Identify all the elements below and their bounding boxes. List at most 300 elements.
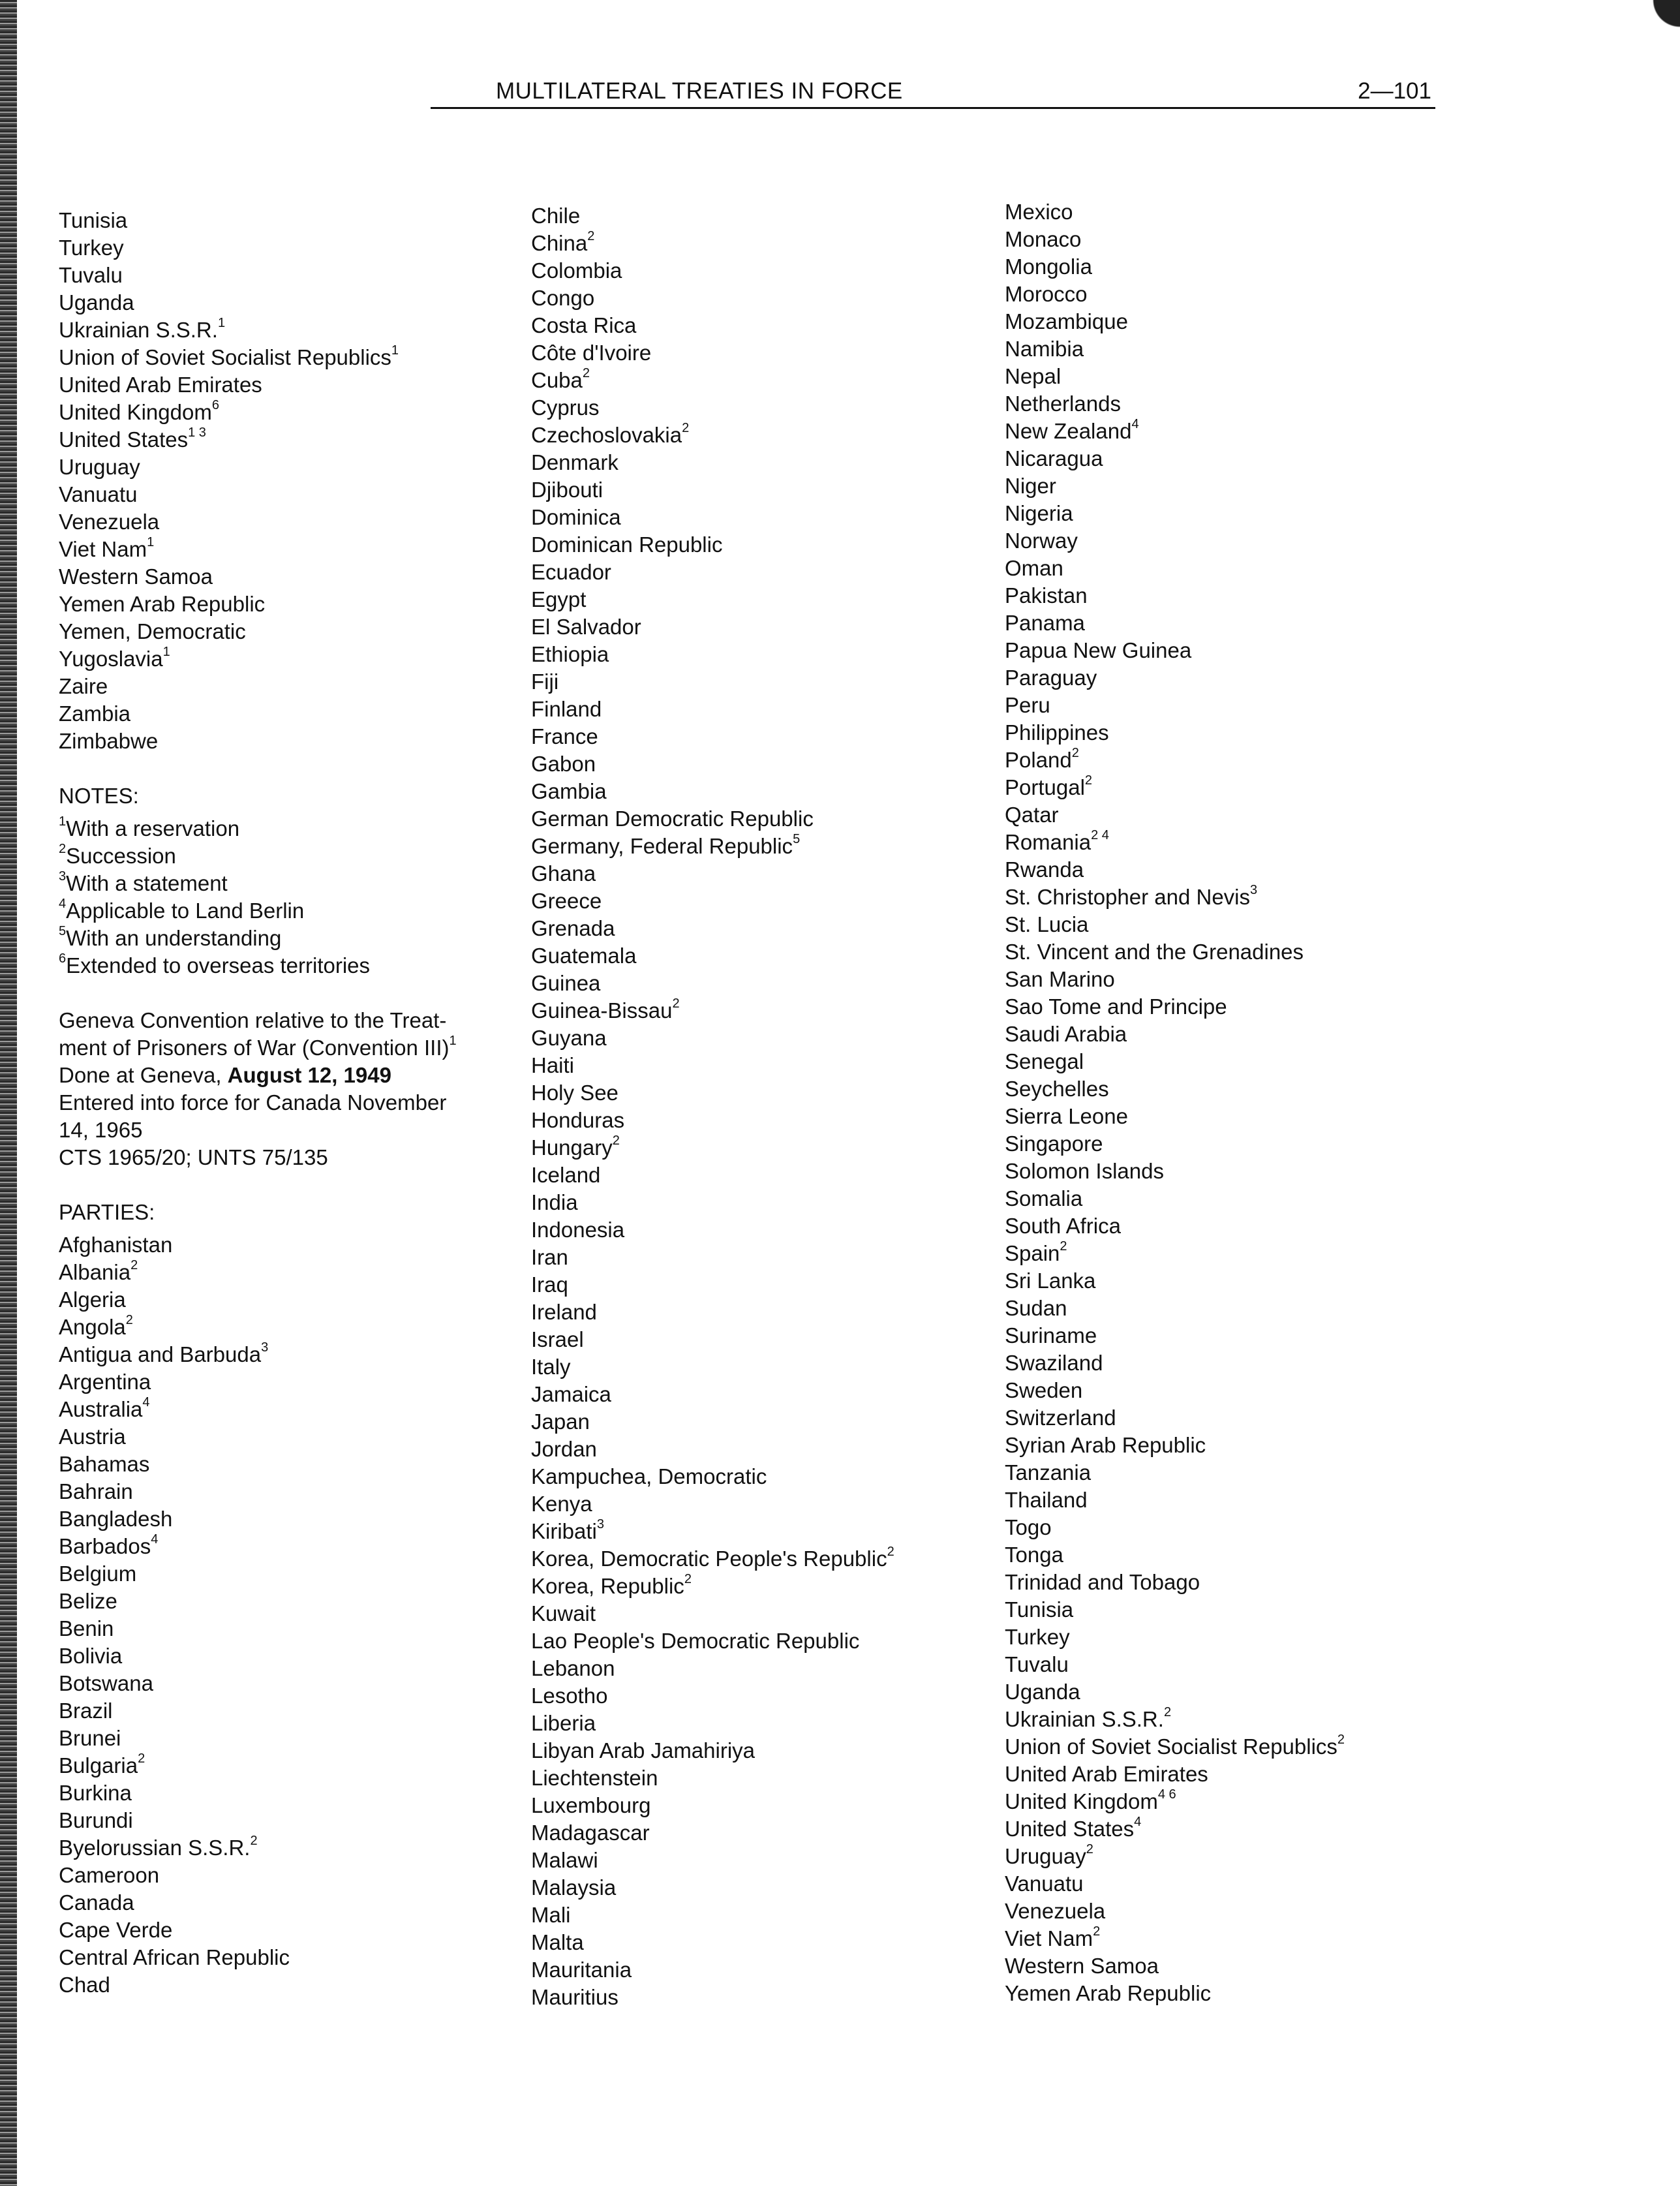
country-name: Viet Nam [1005,1926,1093,1950]
country-name: Iceland [531,1163,601,1187]
footnote-marker: 2 [1060,1239,1067,1254]
page-header [431,78,1435,109]
country-name: New Zealand [1005,419,1132,443]
list-item [59,1889,457,1917]
list-item [59,1615,457,1642]
country-name: Panama [1005,611,1085,635]
list-item [1005,1651,1345,1678]
list-item [1005,1185,1345,1212]
list-item [531,1819,894,1847]
list-item [531,1079,894,1107]
country-name: Portugal [1005,775,1085,799]
country-name: Viet Nam [59,537,147,561]
country-name: Botswana [59,1671,153,1695]
country-name: Italy [531,1355,571,1379]
list-item [1005,308,1345,335]
list-item [1005,281,1345,308]
list-item [59,1341,457,1368]
country-name: Uganda [59,290,134,315]
list-item [59,344,457,371]
footnote-marker: 2 [682,421,690,435]
country-name: Bahrain [59,1479,133,1503]
treaty-citation: CTS 1965/20; UNTS 75/135 [59,1145,328,1169]
country-name: Togo [1005,1515,1052,1539]
country-name: Cyprus [531,395,600,420]
footnote-marker: 2 [612,1133,620,1148]
country-name: United Arab Emirates [59,373,262,397]
country-name: Byelorussian S.S.R. [59,1836,251,1860]
footnote-marker: 2 [125,1313,133,1327]
list-item [59,481,457,508]
list-item [1005,1432,1345,1459]
country-name: Guyana [531,1026,607,1050]
list-item [1005,966,1345,993]
list-item [1005,1103,1345,1130]
list-item [531,1326,894,1353]
footnote-marker: 4 [1134,1815,1142,1829]
footnote-marker: 2 [1084,773,1093,788]
list-item [531,1463,894,1490]
country-name: South Africa [1005,1214,1121,1238]
list-item [1005,582,1345,609]
country-name: Korea, Democratic People's Republic [531,1547,887,1571]
footnote-marker: 6 [211,398,219,412]
country-name: Saudi Arabia [1005,1022,1127,1046]
country-name: Angola [59,1315,126,1339]
country-list-prior-treaty [59,207,457,755]
country-name: Norway [1005,529,1078,553]
note-item [59,952,457,979]
country-name: Papua New Guinea [1005,638,1192,662]
list-item [1005,1404,1345,1432]
footnote-marker: 4 [1131,417,1139,431]
list-item [531,833,894,860]
country-name: Tanzania [1005,1460,1092,1485]
country-name: Sweden [1005,1378,1083,1402]
country-name: Dominica [531,505,621,529]
country-name: Niger [1005,474,1056,498]
country-name: Iraq [531,1272,568,1297]
country-name: Bulgaria [59,1753,138,1778]
list-item [59,1670,457,1697]
list-item [1005,1870,1345,1898]
footnote-marker: 1 [391,343,399,358]
country-name: Kiribati [531,1519,597,1543]
note-text: With a reservation [66,816,240,840]
country-name: Yemen, Democratic [59,619,246,643]
country-name: China [531,231,588,255]
country-name: Honduras [531,1108,625,1132]
country-name: Afghanistan [59,1233,173,1257]
list-item [531,257,894,285]
country-name: Poland [1005,748,1072,772]
list-item [59,1917,457,1944]
country-name: Belize [59,1589,117,1613]
list-item [531,696,894,723]
list-item [59,316,457,344]
country-name: Guatemala [531,944,637,968]
list-item [531,1490,894,1518]
country-name: Pakistan [1005,583,1088,608]
country-name: Bolivia [59,1644,123,1668]
country-name: Cameroon [59,1863,160,1887]
note-item [59,815,457,842]
list-item [1005,1624,1345,1651]
country-name: United Arab Emirates [1005,1762,1208,1786]
country-name: Luxembourg [531,1793,651,1817]
country-name: Australia [59,1397,143,1421]
list-item [531,230,894,257]
country-name: Madagascar [531,1821,650,1845]
list-item [1005,527,1345,555]
country-name: Hungary [531,1135,613,1160]
country-name: Finland [531,697,602,721]
footnote-marker: 2 [1337,1732,1345,1747]
treaty-title-footnote: 1 [449,1034,457,1048]
list-item [59,618,457,645]
parties-heading: PARTIES: [59,1200,155,1224]
country-name: Seychelles [1005,1077,1109,1101]
footnote-marker: 3 [1250,883,1258,897]
country-name: Liberia [531,1711,596,1735]
country-name: Sudan [1005,1296,1067,1320]
country-name: Sierra Leone [1005,1104,1128,1128]
country-name: Israel [531,1327,584,1351]
country-name: Brunei [59,1726,121,1750]
country-name: Canada [59,1890,134,1915]
list-item [531,1408,894,1436]
country-name: Kampuchea, Democratic [531,1464,767,1488]
list-item [531,1984,894,2011]
country-name: Tuvalu [1005,1652,1069,1676]
country-name: Lebanon [531,1656,615,1680]
list-item [531,504,894,531]
list-item [531,1244,894,1271]
country-name: Venezuela [1005,1899,1106,1923]
country-name: Tonga [1005,1543,1063,1567]
list-item [1005,198,1345,226]
list-item [59,207,457,234]
country-name: United Kingdom [1005,1789,1158,1813]
country-name: Cuba [531,368,583,392]
list-item [59,536,457,563]
country-name: Monaco [1005,227,1082,251]
list-item [1005,335,1345,363]
list-item [1005,1048,1345,1075]
country-name: Fiji [531,670,559,694]
list-item [1005,500,1345,527]
country-name: Yemen Arab Republic [1005,1981,1212,2005]
country-name: Cape Verde [59,1918,173,1942]
country-name: Senegal [1005,1049,1084,1073]
country-name: Vanuatu [1005,1871,1084,1896]
list-item [531,202,894,230]
country-name: Philippines [1005,720,1109,745]
list-item [1005,1843,1345,1870]
list-item [531,942,894,970]
country-name: Malaysia [531,1875,617,1900]
list-item [531,1929,894,1956]
country-name: Denmark [531,450,619,474]
note-text: Succession [66,844,176,868]
country-name: Central African Republic [59,1945,290,1969]
footnote-marker: 4 [151,1532,159,1547]
list-item [1005,1925,1345,1952]
list-item [531,723,894,750]
list-item [531,1436,894,1463]
list-item [59,1944,457,1971]
list-item [59,1368,457,1396]
list-item [1005,1267,1345,1295]
note-text: With a statement [66,871,228,895]
country-name: St. Christopher and Nevis [1005,885,1251,909]
country-name: Syrian Arab Republic [1005,1433,1206,1457]
footnote-marker: 1 [217,316,226,330]
country-name: United States [59,427,189,452]
country-name: Jordan [531,1437,597,1461]
list-item [1005,609,1345,637]
list-item [59,728,457,755]
footnote-marker: 1 [147,535,155,549]
footnote-marker: 2 [887,1545,894,1559]
country-name: Sri Lanka [1005,1269,1096,1293]
country-name: Lao People's Democratic Republic [531,1629,860,1653]
list-item [1005,774,1345,801]
country-name: Japan [531,1409,590,1434]
note-number: 3 [59,869,67,884]
footnote-marker: 5 [793,832,801,846]
parties-list-column-3 [1005,198,1345,2007]
country-name: Venezuela [59,510,160,534]
list-item [1005,664,1345,692]
list-item [531,1847,894,1874]
scan-corner-shadow [1641,0,1680,39]
list-item [59,508,457,536]
country-name: Costa Rica [531,313,637,337]
country-name: Uganda [1005,1680,1080,1704]
list-item [59,426,457,454]
list-item [59,673,457,700]
treaty-entered-line-1: Entered into force for Canada November [59,1090,447,1115]
list-item [1005,1678,1345,1706]
list-item [59,1451,457,1478]
list-item [1005,418,1345,445]
list-item [1005,1788,1345,1815]
list-item [1005,1322,1345,1349]
country-name: Netherlands [1005,392,1121,416]
list-item [531,285,894,312]
country-name: Côte d'Ivoire [531,341,652,365]
list-item [59,1286,457,1314]
spacer [59,979,457,1007]
note-number: 1 [59,814,67,829]
footnote-marker: 1 3 [188,425,206,440]
list-item [59,1971,457,1999]
country-name: Colombia [531,258,622,283]
country-name: Nicaragua [1005,446,1103,470]
country-name: Libyan Arab Jamahiriya [531,1738,756,1763]
country-name: Union of Soviet Socialist Republics [59,345,391,369]
list-item [1005,1596,1345,1624]
footnote-marker: 2 4 [1091,828,1109,842]
list-item [531,1189,894,1216]
list-item [1005,1240,1345,1267]
country-name: Nigeria [1005,501,1073,525]
list-item [531,1052,894,1079]
list-item [1005,1021,1345,1048]
list-item [59,591,457,618]
list-item [59,262,457,289]
country-name: Union of Soviet Socialist Republics [1005,1734,1337,1759]
list-item [59,1396,457,1423]
country-name: Mauritania [531,1958,632,1982]
country-name: Tuvalu [59,263,123,287]
list-item [531,641,894,668]
list-item [531,1874,894,1901]
list-item [1005,445,1345,472]
country-name: St. Lucia [1005,912,1089,936]
list-item [1005,1212,1345,1240]
country-name: Oman [1005,556,1063,580]
list-item [1005,1541,1345,1569]
footnote-marker: 2 [684,1572,692,1586]
note-number: 6 [59,951,67,966]
note-number: 5 [59,924,67,938]
footnote-marker: 2 [250,1834,258,1848]
country-name: Ukrainian S.S.R. [1005,1707,1164,1731]
country-name: Malawi [531,1848,598,1872]
list-item [1005,801,1345,829]
list-item [531,1655,894,1682]
treaty-title-line-2 [59,1034,457,1062]
list-item [531,531,894,559]
list-item [1005,993,1345,1021]
treaty-title-line-1: Geneva Convention relative to the Treat- [59,1008,447,1032]
note-number: 4 [59,897,67,911]
list-item [59,1423,457,1451]
country-name: Gabon [531,752,596,776]
list-item [531,1956,894,1984]
list-item [531,1216,894,1244]
country-name: Gambia [531,779,607,803]
list-item [59,1314,457,1341]
list-item [531,778,894,805]
list-item [531,1682,894,1710]
country-name: El Salvador [531,615,641,639]
list-item [1005,1761,1345,1788]
footnote-marker: 2 [1071,746,1079,760]
list-item [531,1162,894,1189]
country-name: Burundi [59,1808,133,1832]
list-item [531,915,894,942]
country-name: Chad [59,1973,110,1997]
country-name: United States [1005,1817,1135,1841]
country-name: Turkey [59,236,124,260]
list-item [531,476,894,504]
spacer [59,1171,457,1199]
list-item [531,1134,894,1162]
country-name: Holy See [531,1081,619,1105]
parties-list-column-1 [59,1231,457,1999]
note-item [59,842,457,870]
list-item [59,645,457,673]
list-item [531,339,894,367]
country-name: Uruguay [1005,1844,1086,1868]
country-name: Grenada [531,916,615,940]
country-name: Djibouti [531,478,603,502]
country-name: Namibia [1005,337,1084,361]
list-item [531,1271,894,1299]
country-name: Qatar [1005,803,1059,827]
list-item [531,970,894,997]
list-item [531,449,894,476]
list-item [1005,1075,1345,1103]
country-name: Switzerland [1005,1406,1116,1430]
country-name: Turkey [1005,1625,1070,1649]
country-name: Zambia [59,701,131,726]
list-item [1005,1898,1345,1925]
country-name: Argentina [59,1370,151,1394]
country-name: Albania [59,1260,131,1284]
country-name: United Kingdom [59,400,212,424]
list-item [1005,1486,1345,1514]
footnote-marker: 2 [130,1258,138,1272]
country-name: Nepal [1005,364,1061,388]
list-item [1005,1815,1345,1843]
list-item [531,1737,894,1764]
country-name: Jamaica [531,1382,611,1406]
country-name: Belgium [59,1562,137,1586]
country-name: Sao Tome and Principe [1005,994,1227,1019]
treaty-entered-line-2: 14, 1965 [59,1118,143,1142]
scan-binding-edge [0,0,17,2186]
list-item [531,1901,894,1929]
note-number: 2 [59,842,67,856]
country-name: Liechtenstein [531,1766,658,1790]
list-item [1005,829,1345,856]
country-name: Haiti [531,1053,575,1077]
list-item [531,1353,894,1381]
footnote-marker: 1 [162,645,170,659]
list-item [1005,226,1345,253]
list-item [1005,1158,1345,1185]
country-name: Mexico [1005,200,1073,224]
treaty-done-at [59,1062,457,1089]
list-item [531,1299,894,1326]
list-item [59,1259,457,1286]
country-name: Morocco [1005,282,1088,306]
parties-list-column-2 [531,202,894,2011]
country-name: Zimbabwe [59,729,159,753]
list-item [59,1560,457,1588]
country-name: Burkina [59,1781,132,1805]
list-item [531,860,894,887]
list-item [531,1518,894,1545]
country-name: German Democratic Republic [531,807,814,831]
list-item [1005,747,1345,774]
column-1 [59,207,457,1999]
country-name: Ghana [531,861,596,885]
list-item [59,1725,457,1752]
list-item [531,997,894,1024]
treaty-done-date: August 12, 1949 [227,1063,391,1087]
page-number: 2—101 [1358,78,1431,104]
country-name: Egypt [531,587,587,611]
country-name: Kuwait [531,1601,596,1625]
country-name: Western Samoa [59,564,213,589]
country-name: Solomon Islands [1005,1159,1164,1183]
footnote-marker: 2 [582,366,590,380]
